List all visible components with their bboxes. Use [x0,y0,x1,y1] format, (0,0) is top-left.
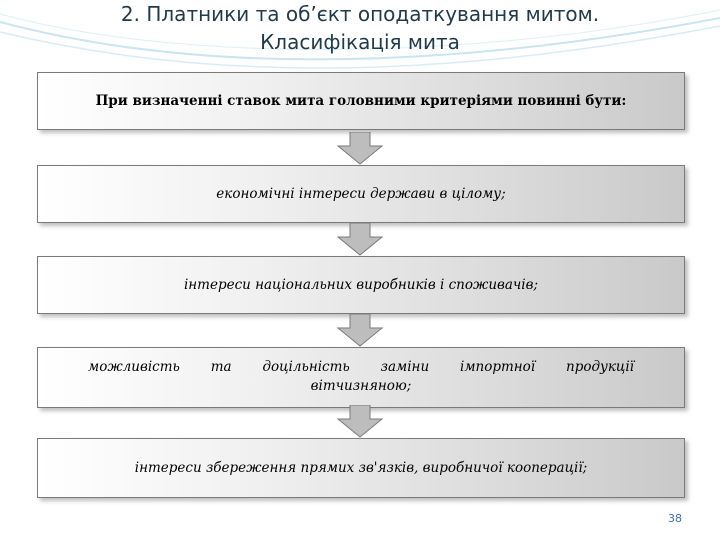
criterion-box-2 [37,256,685,314]
word: та [210,359,232,375]
word: продукції [566,359,634,375]
word: доцільність [262,359,350,375]
word: імпортної [460,359,536,375]
word: заміни [380,359,430,375]
criterion-box-3 [37,347,685,408]
criterion-box-1 [37,165,685,223]
criterion-text-4: інтереси збереження прямих зв'язків, виробничої кооперації; [134,460,588,476]
criterion-text-3-line-2: вітчизняною; [310,378,412,394]
criterion-text-2: інтереси національних виробників і споживачів; [183,277,539,293]
title-line-1: 2. Платники та об’єкт оподаткування митом. [120,2,600,26]
slide-title [60,0,660,56]
down-arrow-icon [336,132,384,166]
down-arrow-icon [336,223,384,257]
word: можливість [88,359,180,375]
criterion-box-4 [37,438,685,498]
down-arrow-icon [336,314,384,348]
title-line-2: Класифікація мита [260,30,460,54]
criteria-header-box [37,72,685,130]
down-arrow-icon [336,405,384,439]
criterion-text-1: економічні інтереси держави в цілому; [216,186,506,202]
criterion-text-3-line-1 [88,359,634,375]
criteria-header-text: При визначенні ставок мита головними критеріями повинні бути: [95,93,627,109]
page-number: 38 [668,512,682,525]
